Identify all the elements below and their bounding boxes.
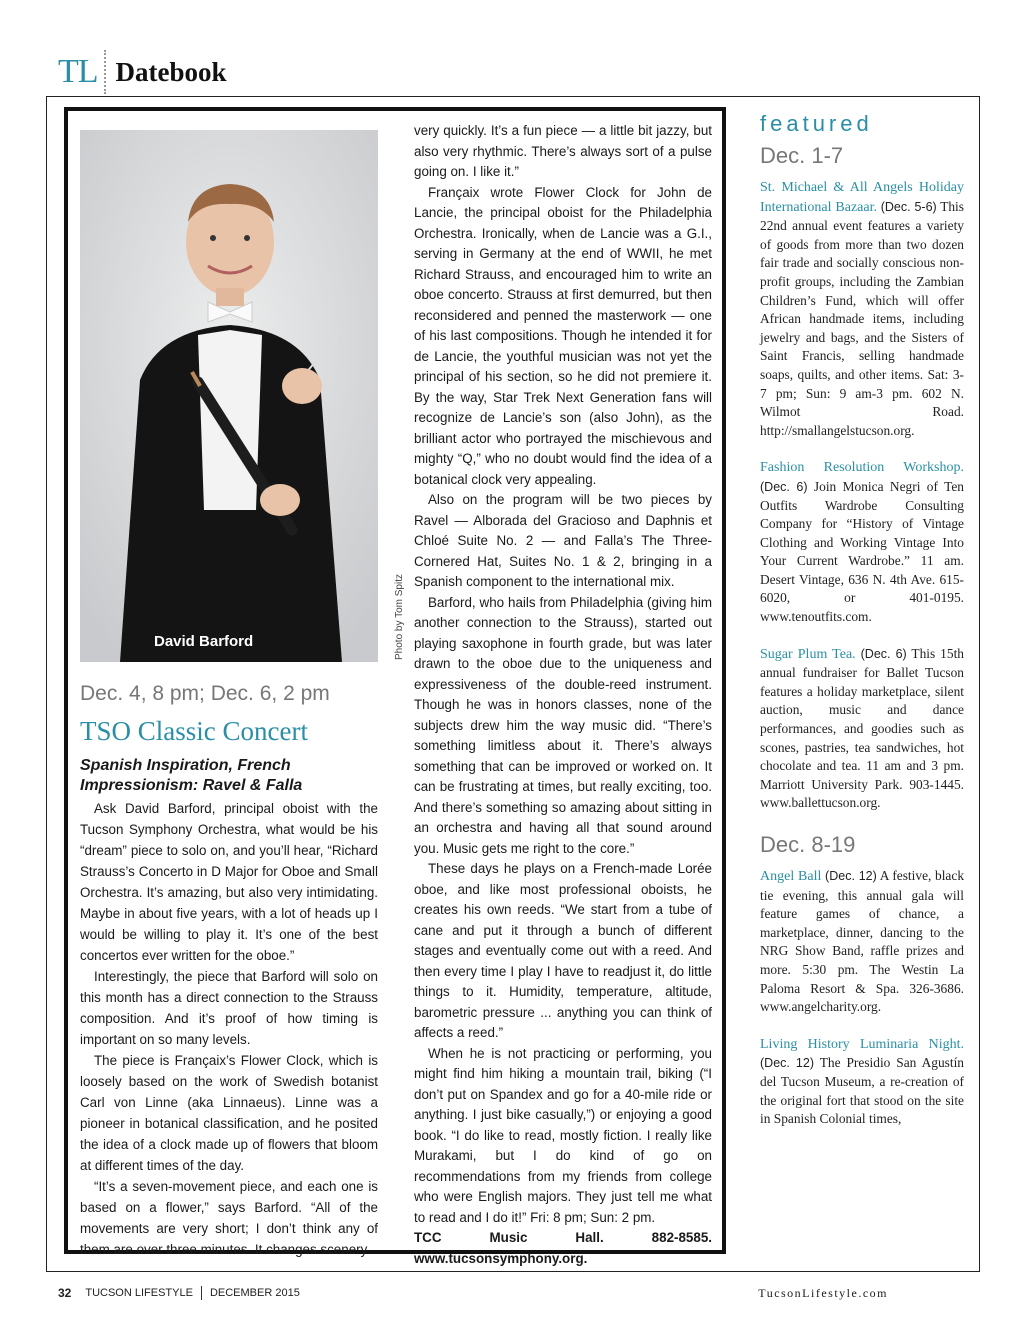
page-header (58, 50, 227, 94)
paragraph: Barford, who hails from Philadelphia (giving him another connection to the Strauss), started out playing saxophone in fourth grade, but was later drawn to the oboe due to the uniqueness and expressiveness of the double-reed instrument. Though he was in honors classes, none of the subjects drew him the way music did. “There’s something limitless about it. There’s always something that can be improved or worked on. It can be frustrating at times, but really exciting, too. And there’s something so amazing about sitting in an orchestra and having all that sound around you. Music gets me right to the core.” (414, 594, 712, 856)
magazine-logo: TL (58, 53, 98, 90)
featured-label: featured (760, 111, 873, 136)
event-subtitle: Spanish Inspiration, French Impressionism: Ravel & Falla (80, 757, 303, 794)
musician-illustration (80, 130, 378, 662)
paragraph: Françaix wrote Flower Clock for John de Lancie, the principal oboist for the Philadelphia Orchestra. Ironically, when de Lancie was a G.I., serving in Germany at the end of WWII, he met Richard Strauss, and encouraged him to write an oboe concerto. Strauss at first demurred, but then reconsidered and penned the masterwork — one of his last compositions. Though he intended it for de Lancie, the youthful musician was not yet the principal of his section, so he did not premiere it. By the way, Star Trek Next Generation fans will recognize de Lancie’s son (also John), as the brilliant actor who portrayed the mischievous and mighty “Q,” who no doubt would find the idea of a botanical clock very appealing. (414, 184, 712, 487)
paragraph: “It’s a seven-movement piece, and each one is based on a flower,” says Barford. “All of the movements are very short; I don’t think any of them are over three minutes. It changes scenery (80, 1179, 378, 1257)
featured-event (760, 1035, 964, 1129)
featured-event (760, 867, 964, 1017)
section-title: Datebook (115, 56, 227, 87)
paragraph: Ask David Barford, principal oboist with the Tucson Symphony Orchestra, what would be his “dream” piece to solo on, and you’ll hear, “Richard Strauss’s Concerto in D Major for Oboe and Small Orchestra. It’s amazing, but also very intimidating. Maybe in about five years, with a lot of heads up I would be willing to play it. It’s one of the best concertos ever written for the oboe.” (80, 801, 378, 963)
photo-caption: David Barford (154, 633, 254, 650)
featured-date-range: Dec. 1-7 (760, 143, 844, 168)
featured-event-title[interactable]: Fashion Resolution Workshop. (760, 460, 964, 476)
footer-issue: DECEMBER 2015 (209, 1287, 300, 1299)
featured-event (760, 458, 964, 626)
portrait-photo (80, 130, 378, 662)
footer-magazine: TUCSON LIFESTYLE (85, 1287, 193, 1299)
paragraph: Also on the program will be two pieces by Ravel — Alborada del Gracioso and Daphnis et Chloé Suite No. 2 — and Falla’s The Three-Cornered Hat, Suites No. 1 & 2, bringing in a Spanish component to the international mix. (414, 492, 712, 589)
header-divider (104, 50, 106, 94)
event-date: Dec. 4, 8 pm; Dec. 6, 2 pm (80, 682, 330, 705)
featured-event (760, 645, 964, 813)
photo-credit: Photo by Tom Spitz (394, 574, 405, 660)
footer-divider (201, 1286, 202, 1300)
footer-website[interactable]: TucsonLifestyle.com (758, 1286, 888, 1300)
featured-event-dates: (Dec. 12) (760, 1056, 814, 1071)
featured-event-text: A festive, black tie evening, this annual gala will feature games of chance, a marketplace, dinner, dancing to the NRG Show Band, raffle prizes and more. 5:30 pm. The Westin La Paloma Resort & Spa. 326-3686. www.angelcharity.org. (760, 868, 965, 1015)
page-number: 32 (58, 1286, 72, 1300)
featured-sidebar (760, 110, 964, 1147)
venue-contact: TCC Music Hall. 882-8585. www.tucsonsymphony.org. (414, 1230, 712, 1266)
paragraph: The piece is Françaix’s Flower Clock, which is loosely based on the work of Swedish botanist Carl von Linne (aka Linnaeus). Linne was a pioneer in botanical classification, and he posited the idea of a clock made up of flowers that bloom at different times of the day. (80, 1053, 378, 1173)
paragraph: Interestingly, the piece that Barford will solo on this month has a direct connection to the Strauss composition. And it’s proof of how timing is important on so many levels. (80, 969, 378, 1047)
featured-event-text: This 15th annual fundraiser for Ballet Tucson features a holiday marketplace, silent auction, music and dance performances, and goodies such as scones, pastries, tea sandwiches, hot chocolate and tea. 11 am and 3 pm. Marriott University Park. 903-1445. www.ballettucson.org. (760, 645, 964, 811)
featured-event-dates: (Dec. 12) (825, 869, 877, 883)
event-title: TSO Classic Concert (80, 716, 308, 746)
paragraph: very quickly. It’s a fun piece — a little bit jazzy, but also very rhythmic. There’s always sort of a pulse going on. I like it.” (414, 123, 712, 179)
featured-event-dates: (Dec. 6) (860, 646, 907, 661)
article-middle-column (414, 121, 712, 1269)
page-footer (58, 1286, 300, 1300)
featured-event-text: This 22nd annual event features a variety of goods from more than two dozen fair trade and socially conscious non-profit groups, including the Zambian Children’s Fund, which will offer African handmade items, including jewelry and bags, and the Sisters of Saint Francis, selling handmade soaps, quilts, and other items. Sat: 3-7 pm; Sun: 9 am-3 pm. 602 N. Wilmot Road. http://smallangelstucson.org. (760, 198, 964, 438)
paragraph: When he is not practicing or performing, you might find him hiking a mountain trail, biking (“I don’t put on Spandex and go for a 40-mile ride or anything. I just bike casually,”) or enjoying a good book. “I do like to read, mostly fiction. I really like Murakami, but I do kind of go on recommendations from my friends from college who were English majors. They just tell me what to read and I do it!” Fri: 8 pm; Sun: 2 pm. (414, 1045, 712, 1225)
featured-event-title[interactable]: Sugar Plum Tea. (760, 646, 856, 662)
featured-event-title[interactable]: Living History Luminaria Night. (760, 1036, 964, 1052)
featured-event-text: The Presidio San Agustín del Tucson Museum, a re-creation of the original fort that stood on the site in Spanish Colonial times, (760, 1055, 964, 1127)
featured-event-title[interactable]: Angel Ball (760, 869, 822, 884)
featured-event-text: Join Monica Negri of Ten Outfits Wardrobe Consulting Company for “History of Vintage Clothing and Working Vintage Into Your Current Wardrobe.” 11 am. Desert Vintage, 636 N. 4th Ave. 615-6020, or 401-0195. www.tenoutfits.com. (760, 478, 964, 625)
featured-date-range: Dec. 8-19 (760, 832, 856, 857)
featured-event-dates: (Dec. 6) (760, 479, 808, 494)
paragraph: These days he plays on a French-made Lorée oboe, and like most professional oboists, he creates his own reeds. “We start from a tube of cane and put it through a bunch of different stages and eventually come out with a reed. And then every time I play I have to readjust it, do little things to it. Humidity, temperature, altitude, barometric pressure ... anything you can think of affects a reed.” (414, 861, 712, 1040)
featured-event-title[interactable]: St. Michael & All Angels Holiday International Bazaar. (760, 180, 964, 215)
featured-event-dates: (Dec. 5-6) (880, 199, 937, 214)
featured-event (760, 178, 964, 440)
article-left-column (80, 680, 378, 1260)
